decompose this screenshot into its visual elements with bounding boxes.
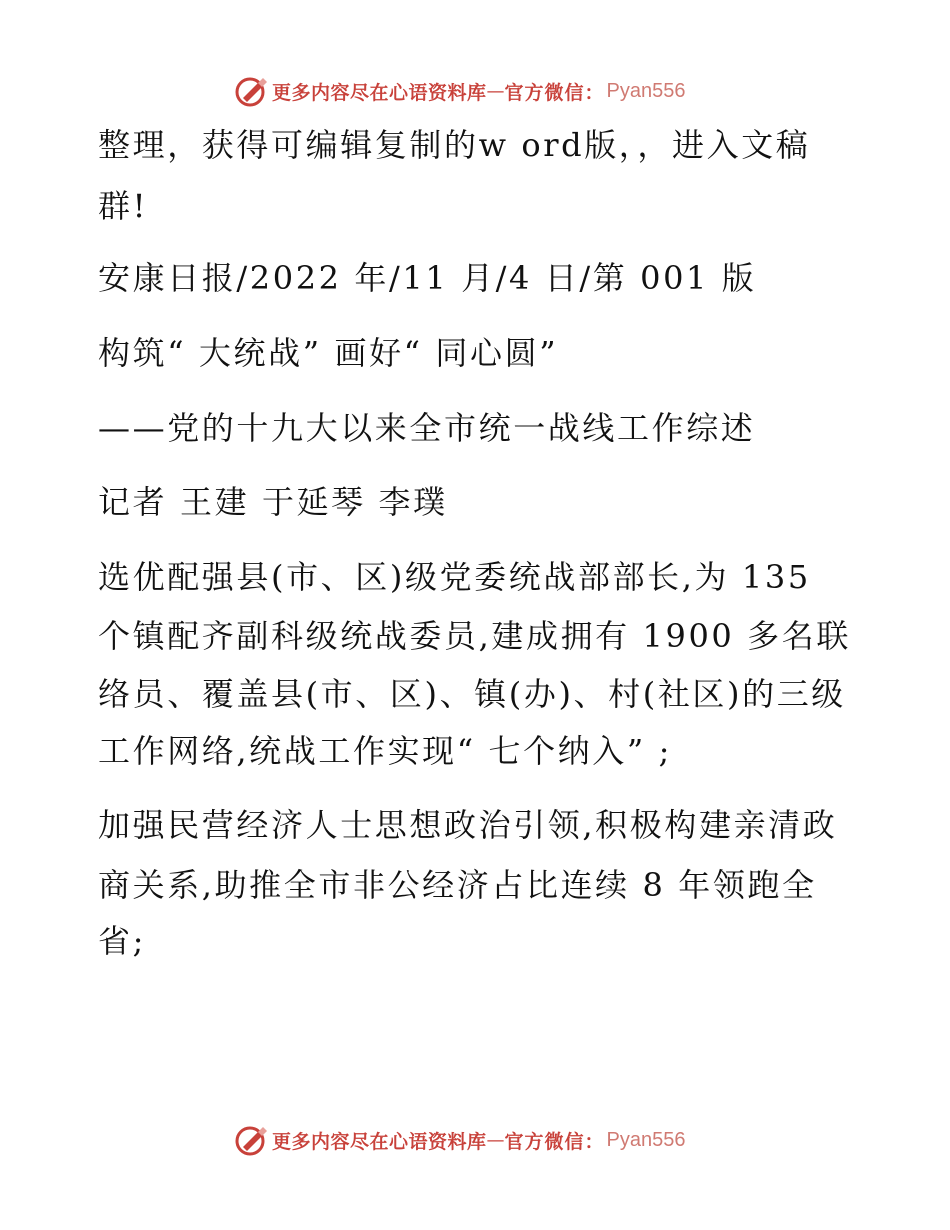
text-line: 加强民营经济人士思想政治引领,积极构建亲清政 [98,806,838,844]
pen-logo-icon [234,1123,268,1157]
text-line: 商关系,助推全市非公经济占比连续 8 年领跑全 [98,866,817,904]
text-line: 省; [98,922,146,960]
watermark-wechat-id: Pyan556 [606,1128,686,1151]
text-line: 整理，获得可编辑复制的w ord版，，进入文稿 [98,126,811,164]
pen-logo-icon [234,74,268,108]
text-line: 个镇配齐副科级统战委员,建成拥有 1900 多名联 [98,617,851,655]
watermark-wechat-id: Pyan556 [606,79,686,102]
watermark-header [234,73,686,109]
byline: 记者 王建 于延琴 李璞 [98,483,448,521]
text-line: 络员、覆盖县(市、区)、镇(办)、村(社区)的三级 [98,675,846,713]
text-line: 安康日报/2022 年/11 月/4 日/第 001 版 [98,259,757,297]
text-line: 选优配强县(市、区)级党委统战部部长,为 135 [98,558,811,596]
text-line: 工作网络,统战工作实现“ 七个纳入” ; [98,732,673,770]
watermark-dash: — [486,1129,505,1151]
watermark-wechat-label: 官方微信： [504,1130,605,1153]
text-line: 群! [98,187,149,225]
watermark-text: 更多内容尽在心语资料库 [272,81,487,104]
article-subtitle: ——党的十九大以来全市统一战线工作综述 [98,409,756,447]
watermark-wechat-label: 官方微信： [504,81,605,104]
watermark-dash: — [486,80,505,102]
watermark-text: 更多内容尽在心语资料库 [272,1130,487,1153]
article-title: 构筑“ 大统战” 画好“ 同心圆” [98,334,559,372]
watermark-footer [234,1122,686,1158]
